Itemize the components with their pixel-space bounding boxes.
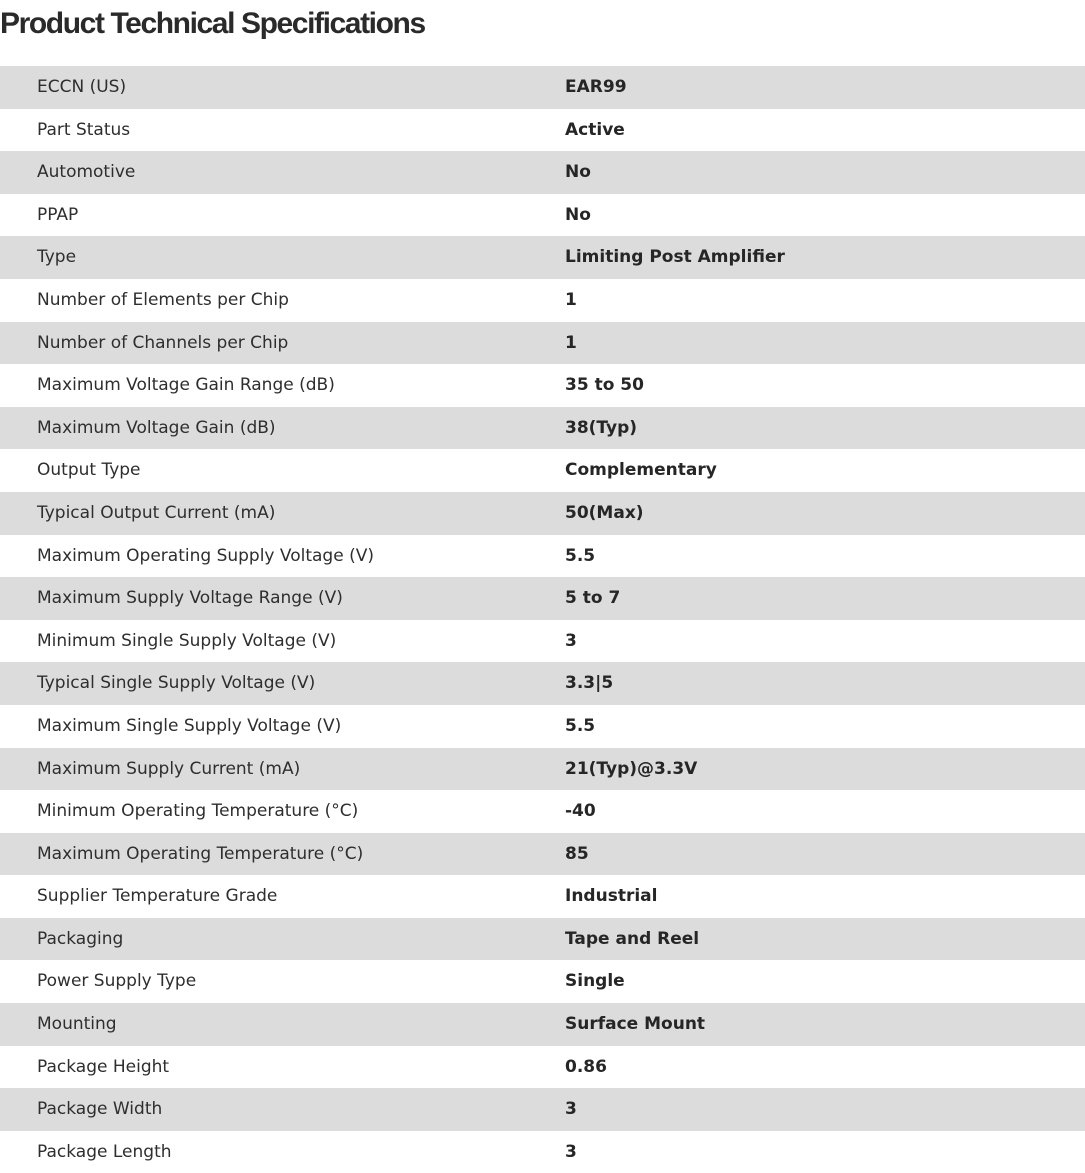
table-row <box>0 322 1085 365</box>
spec-value: 21(Typ)@3.3V <box>565 758 698 779</box>
spec-label: Supplier Temperature Grade <box>37 886 278 907</box>
table-row <box>0 279 1085 322</box>
spec-label: Packaging <box>37 928 124 949</box>
spec-value: 3.3|5 <box>565 673 614 694</box>
spec-label: Output Type <box>37 460 141 481</box>
spec-value: 50(Max) <box>565 502 644 523</box>
spec-value: 1 <box>565 332 577 353</box>
spec-label: Automotive <box>37 162 136 183</box>
spec-label: Part Status <box>37 119 131 140</box>
spec-value: 1 <box>565 289 577 310</box>
spec-label: Maximum Voltage Gain Range (dB) <box>37 375 335 396</box>
spec-value: 5.5 <box>565 545 596 566</box>
spec-value: 5 to 7 <box>565 588 621 609</box>
spec-label: Maximum Operating Temperature (°C) <box>37 843 364 864</box>
spec-value: No <box>565 204 591 225</box>
spec-label: Minimum Single Supply Voltage (V) <box>37 630 337 651</box>
spec-label: Maximum Supply Voltage Range (V) <box>37 588 343 609</box>
spec-value: Single <box>565 971 625 992</box>
spec-value: 3 <box>565 1141 577 1162</box>
table-row <box>0 620 1085 663</box>
spec-label: Power Supply Type <box>37 971 197 992</box>
table-row <box>0 535 1085 578</box>
table-row <box>0 960 1085 1003</box>
table-row <box>0 236 1085 279</box>
spec-label: PPAP <box>37 204 79 225</box>
spec-label: Typical Single Supply Voltage (V) <box>37 673 316 694</box>
spec-label: Package Height <box>37 1056 170 1077</box>
spec-value: -40 <box>565 801 596 822</box>
spec-value: 35 to 50 <box>565 375 644 396</box>
page-title: Product Technical Specifications <box>0 7 425 40</box>
spec-label: Typical Output Current (mA) <box>37 502 276 523</box>
spec-value: 5.5 <box>565 715 596 736</box>
table-row <box>0 790 1085 833</box>
spec-value: Tape and Reel <box>565 928 700 949</box>
table-row <box>0 918 1085 961</box>
spec-value: EAR99 <box>565 77 627 97</box>
table-row <box>0 875 1085 918</box>
table-row <box>0 1046 1085 1089</box>
table-row <box>0 705 1085 748</box>
table-row <box>0 109 1085 152</box>
table-row <box>0 492 1085 535</box>
spec-value: Industrial <box>565 886 658 907</box>
spec-label: Maximum Single Supply Voltage (V) <box>37 715 342 736</box>
spec-value: No <box>565 162 591 183</box>
table-row <box>0 662 1085 705</box>
spec-value: 85 <box>565 843 589 864</box>
table-row <box>0 151 1085 194</box>
spec-value: 0.86 <box>565 1056 607 1077</box>
spec-label: Number of Channels per Chip <box>37 332 289 353</box>
spec-value: Active <box>565 119 625 140</box>
table-row <box>0 1131 1085 1173</box>
table-row <box>0 577 1085 620</box>
table-row <box>0 194 1085 237</box>
spec-value: Limiting Post Amplifier <box>565 247 785 268</box>
spec-value: Surface Mount <box>565 1014 706 1035</box>
spec-label: ECCN (US) <box>37 77 127 97</box>
table-row <box>0 364 1085 407</box>
table-row <box>0 449 1085 492</box>
spec-table <box>0 66 1085 1173</box>
table-row <box>0 66 1085 109</box>
spec-value: Complementary <box>565 460 717 481</box>
spec-value: 3 <box>565 1099 577 1120</box>
table-row <box>0 748 1085 791</box>
spec-label: Package Width <box>37 1099 163 1120</box>
table-row <box>0 1003 1085 1046</box>
table-row <box>0 407 1085 450</box>
spec-label: Type <box>37 247 77 268</box>
spec-label: Maximum Voltage Gain (dB) <box>37 417 276 438</box>
spec-value: 3 <box>565 630 577 651</box>
table-row <box>0 833 1085 876</box>
spec-label: Mounting <box>37 1014 117 1035</box>
spec-value: 38(Typ) <box>565 417 638 438</box>
table-row <box>0 1088 1085 1131</box>
spec-label: Maximum Operating Supply Voltage (V) <box>37 545 374 566</box>
spec-label: Minimum Operating Temperature (°C) <box>37 801 359 822</box>
spec-label: Maximum Supply Current (mA) <box>37 758 301 779</box>
spec-label: Package Length <box>37 1141 172 1162</box>
spec-label: Number of Elements per Chip <box>37 289 289 310</box>
